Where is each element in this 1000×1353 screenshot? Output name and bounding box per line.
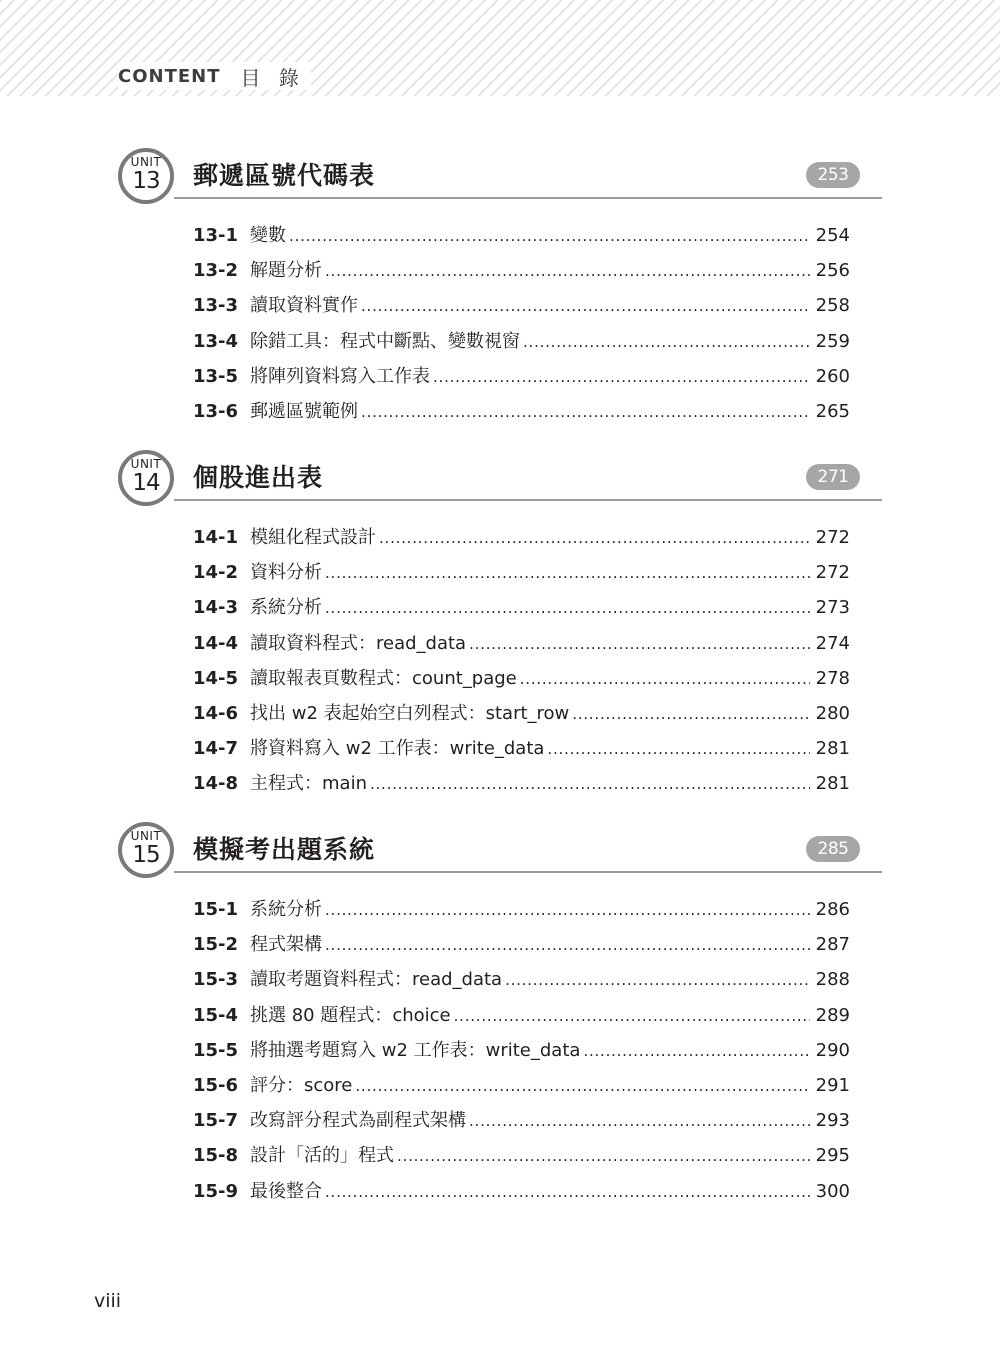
entry-title: 讀取資料程式：read_data <box>250 632 467 654</box>
toc-entry[interactable] <box>193 769 850 804</box>
entry-title: 變數 <box>250 225 286 246</box>
entry-page: 273 <box>815 597 850 619</box>
toc-entry[interactable] <box>193 523 850 558</box>
entry-number: 14-2 <box>193 562 239 584</box>
dot-leader <box>379 529 810 547</box>
entry-number: 13-4 <box>193 330 239 352</box>
toc-entry[interactable] <box>193 699 850 734</box>
toc-entry[interactable] <box>193 930 850 965</box>
entry-title: 除錯工具：程式中斷點、變數視窗 <box>250 330 520 352</box>
entry-page: 265 <box>815 400 850 422</box>
dot-leader <box>361 403 810 421</box>
entry-number: 15-9 <box>193 1180 239 1202</box>
unit-number: 14 <box>132 470 160 496</box>
entry-title: 讀取考題資料程式：read_data <box>250 969 503 991</box>
entry-title: 設計「活的」程式 <box>250 1145 394 1167</box>
toc-entry[interactable] <box>193 558 850 593</box>
toc-entry[interactable] <box>193 734 850 769</box>
entry-number: 14-1 <box>193 527 239 548</box>
entry-page: 254 <box>815 225 850 246</box>
dot-leader <box>325 901 810 919</box>
unit-badge <box>118 822 174 878</box>
entry-number: 15-2 <box>193 934 239 956</box>
toc-entry[interactable] <box>193 593 850 628</box>
entry-number: 13-6 <box>193 400 239 422</box>
entry-page: 278 <box>815 667 850 689</box>
entry-title: 讀取資料實作 <box>250 295 358 317</box>
entry-title: 將陣列資料寫入工作表 <box>250 365 430 387</box>
entry-number: 15-8 <box>193 1145 239 1167</box>
entry-number: 15-3 <box>193 969 239 991</box>
entry-number: 15-5 <box>193 1039 239 1061</box>
header-word: CONTENT <box>118 65 221 87</box>
entry-number: 15-4 <box>193 1004 239 1026</box>
entry-title: 評分：score <box>250 1074 353 1096</box>
entry-page: 300 <box>815 1180 850 1202</box>
page-folio: viii <box>94 1290 122 1312</box>
unit-badge <box>118 450 174 506</box>
dot-leader <box>469 1112 810 1130</box>
entry-page: 293 <box>815 1110 850 1132</box>
entry-page: 272 <box>815 527 850 548</box>
toc-entry[interactable] <box>193 362 850 397</box>
entry-title: 將抽選考題寫入 w2 工作表：write_data <box>250 1039 581 1061</box>
toc-entry[interactable] <box>193 1001 850 1036</box>
toc-entry[interactable] <box>193 1036 850 1071</box>
toc-entry[interactable] <box>193 895 850 930</box>
entry-list <box>193 523 850 805</box>
dot-leader <box>547 740 810 758</box>
entry-number: 15-1 <box>193 899 239 920</box>
entry-number: 14-5 <box>193 667 239 689</box>
entry-title: 程式架構 <box>250 934 322 956</box>
dot-leader <box>433 368 810 386</box>
dot-leader <box>325 262 810 280</box>
unit-page-pill: 253 <box>806 162 860 188</box>
dot-leader <box>325 564 810 582</box>
unit-label: UNIT <box>130 829 162 843</box>
entry-title: 最後整合 <box>250 1180 322 1202</box>
entry-page: 274 <box>815 632 850 654</box>
entry-number: 14-8 <box>193 773 239 795</box>
entry-title: 主程式：main <box>250 773 367 795</box>
toc-entry[interactable] <box>193 327 850 362</box>
unit-divider <box>174 197 882 199</box>
entry-title: 系統分析 <box>250 899 322 920</box>
unit-label: UNIT <box>130 155 162 169</box>
entry-title: 改寫評分程式為副程式架構 <box>250 1110 466 1132</box>
unit-number: 15 <box>132 842 160 868</box>
entry-page: 281 <box>815 738 850 760</box>
toc-entry[interactable] <box>193 1106 850 1141</box>
dot-leader <box>370 775 810 793</box>
unit-divider <box>174 871 882 873</box>
entry-number: 13-5 <box>193 365 239 387</box>
toc-entry[interactable] <box>193 221 850 256</box>
dot-leader <box>355 1077 810 1095</box>
entry-number: 15-7 <box>193 1110 239 1132</box>
dot-leader <box>523 333 810 351</box>
entry-title: 將資料寫入 w2 工作表：write_data <box>250 738 545 760</box>
entry-page: 281 <box>815 773 850 795</box>
unit-title[interactable]: 模擬考出題系統 <box>193 835 376 864</box>
entry-page: 256 <box>815 260 850 282</box>
header-title: 目 錄 <box>240 65 305 90</box>
entry-page: 259 <box>815 330 850 352</box>
dot-leader <box>583 1042 810 1060</box>
toc-entry[interactable] <box>193 291 850 326</box>
toc-entry[interactable] <box>193 629 850 664</box>
dot-leader <box>469 635 810 653</box>
dot-leader <box>325 1183 810 1201</box>
dot-leader <box>505 971 810 989</box>
entry-number: 13-3 <box>193 295 239 317</box>
entry-list <box>193 221 850 432</box>
unit-page-pill: 285 <box>806 836 860 862</box>
entry-number: 14-6 <box>193 702 239 724</box>
unit-divider <box>174 499 882 501</box>
unit-page-pill: 271 <box>806 464 860 490</box>
entry-number: 14-4 <box>193 632 239 654</box>
entry-title: 挑選 80 題程式：choice <box>250 1004 451 1026</box>
unit-title[interactable]: 郵遞區號代碼表 <box>193 161 376 190</box>
entry-title: 找出 w2 表起始空白列程式：start_row <box>250 702 570 724</box>
dot-leader <box>520 670 810 688</box>
entry-page: 280 <box>815 702 850 724</box>
entry-page: 290 <box>815 1039 850 1061</box>
entry-title: 系統分析 <box>250 597 322 619</box>
dot-leader <box>454 1007 810 1025</box>
dot-leader <box>325 936 810 954</box>
unit-label: UNIT <box>130 457 162 471</box>
entry-page: 272 <box>815 562 850 584</box>
toc-entry[interactable] <box>193 397 850 432</box>
entry-page: 260 <box>815 365 850 387</box>
dot-leader <box>361 297 810 315</box>
entry-number: 15-6 <box>193 1074 239 1096</box>
entry-page: 287 <box>815 934 850 956</box>
toc-entry[interactable] <box>193 965 850 1000</box>
entry-title: 郵遞區號範例 <box>250 400 358 422</box>
entry-page: 295 <box>815 1145 850 1167</box>
dot-leader <box>572 705 810 723</box>
unit-badge <box>118 148 174 204</box>
toc-entry[interactable] <box>193 256 850 291</box>
dot-leader <box>397 1147 810 1165</box>
entry-page: 286 <box>815 899 850 920</box>
entry-title: 讀取報表頁數程式：count_page <box>250 667 517 689</box>
entry-number: 13-2 <box>193 260 239 282</box>
toc-entry[interactable] <box>193 1141 850 1176</box>
entry-number: 14-7 <box>193 738 239 760</box>
toc-entry[interactable] <box>193 1071 850 1106</box>
entry-title: 資料分析 <box>250 562 322 584</box>
entry-number: 13-1 <box>193 225 239 246</box>
entry-title: 模組化程式設計 <box>250 527 376 548</box>
entry-list <box>193 895 850 1212</box>
entry-page: 258 <box>815 295 850 317</box>
running-header <box>118 62 311 90</box>
entry-title: 解題分析 <box>250 260 322 282</box>
toc-entry[interactable] <box>193 664 850 699</box>
entry-page: 289 <box>815 1004 850 1026</box>
entry-page: 288 <box>815 969 850 991</box>
unit-number: 13 <box>132 168 160 194</box>
dot-leader <box>325 599 810 617</box>
unit-title[interactable]: 個股進出表 <box>193 463 324 492</box>
entry-page: 291 <box>815 1074 850 1096</box>
dot-leader <box>289 227 810 245</box>
entry-number: 14-3 <box>193 597 239 619</box>
toc-entry[interactable] <box>193 1177 850 1212</box>
